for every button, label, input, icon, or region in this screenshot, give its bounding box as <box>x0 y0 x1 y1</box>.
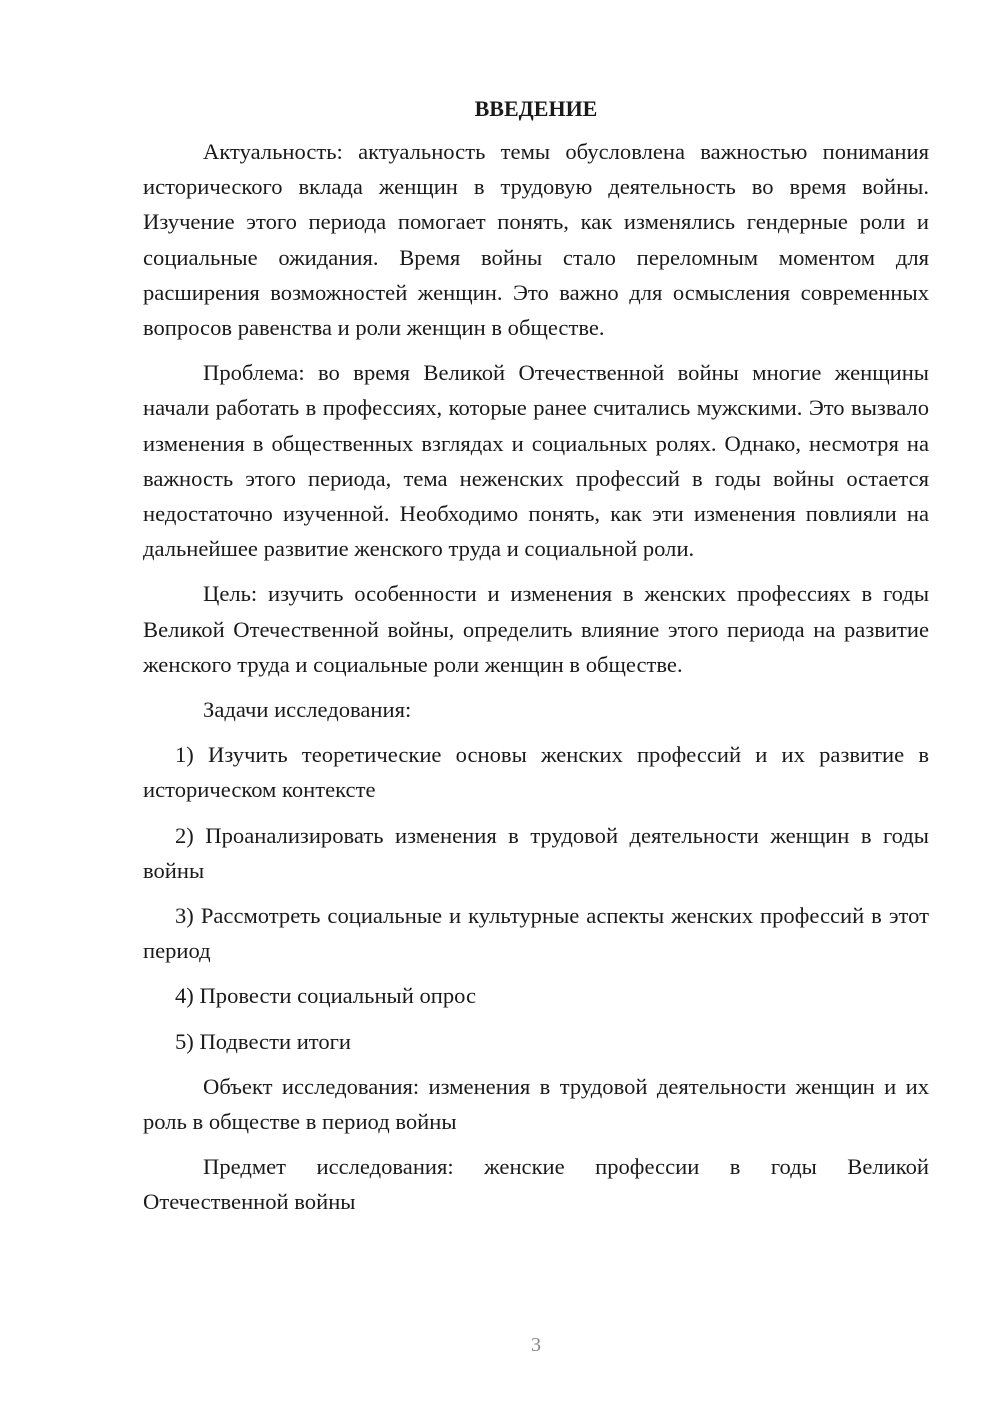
task-item: 2) Проанализировать изменения в трудовой деятельности женщин в годы войны <box>143 822 929 883</box>
problem-paragraph: Проблема: во время Великой Отечественной войны многие женщины начали работать в профессиях, которые ранее считались мужскими. Это вызвало изменения в общественных взглядах и социальных ролях. Однако, несмотря на важность этого периода, тема неженских профессий в годы войны остается недостаточно изученной. Необходимо понять, как эти изменения повлияли на дальнейшее развитие женского труда и социальной роли. <box>143 360 929 562</box>
task-item: 5) Подвести итоги <box>175 1028 352 1054</box>
task-item: 1) Изучить теоретические основы женских профессий и их развитие в историческом контексте <box>143 742 929 803</box>
tasks-title: Задачи исследования: <box>203 697 412 723</box>
subject-paragraph: Предмет исследования: женские профессии в годы Великой Отечественной войны <box>143 1154 929 1215</box>
goal-paragraph: Цель: изучить особенности и изменения в женских профессиях в годы Великой Отечественной войны, определить влияние этого периода на развитие женского труда и социальные роли женщин в обществе. <box>143 581 929 677</box>
relevance-paragraph: Актуальность: актуальность темы обусловлена важностью понимания исторического вклада женщин в трудовую деятельность во время войны. Изучение этого периода помогает понять, как изменялись гендерные роли и социальные ожидания. Время войны стало переломным моментом для расширения возможностей женщин. Это важно для осмысления современных вопросов равенства и роли женщин в обществе. <box>143 139 929 341</box>
task-item: 3) Рассмотреть социальные и культурные аспекты женских профессий в этот период <box>143 903 929 964</box>
document-page <box>143 92 929 1230</box>
object-paragraph: Объект исследования: изменения в трудовой деятельности женщин и их роль в обществе в период войны <box>143 1073 929 1135</box>
task-item: 4) Провести социальный опрос <box>175 983 477 1009</box>
page-number: 3 <box>531 1334 541 1356</box>
section-heading: ВВЕДЕНИЕ <box>474 96 598 121</box>
